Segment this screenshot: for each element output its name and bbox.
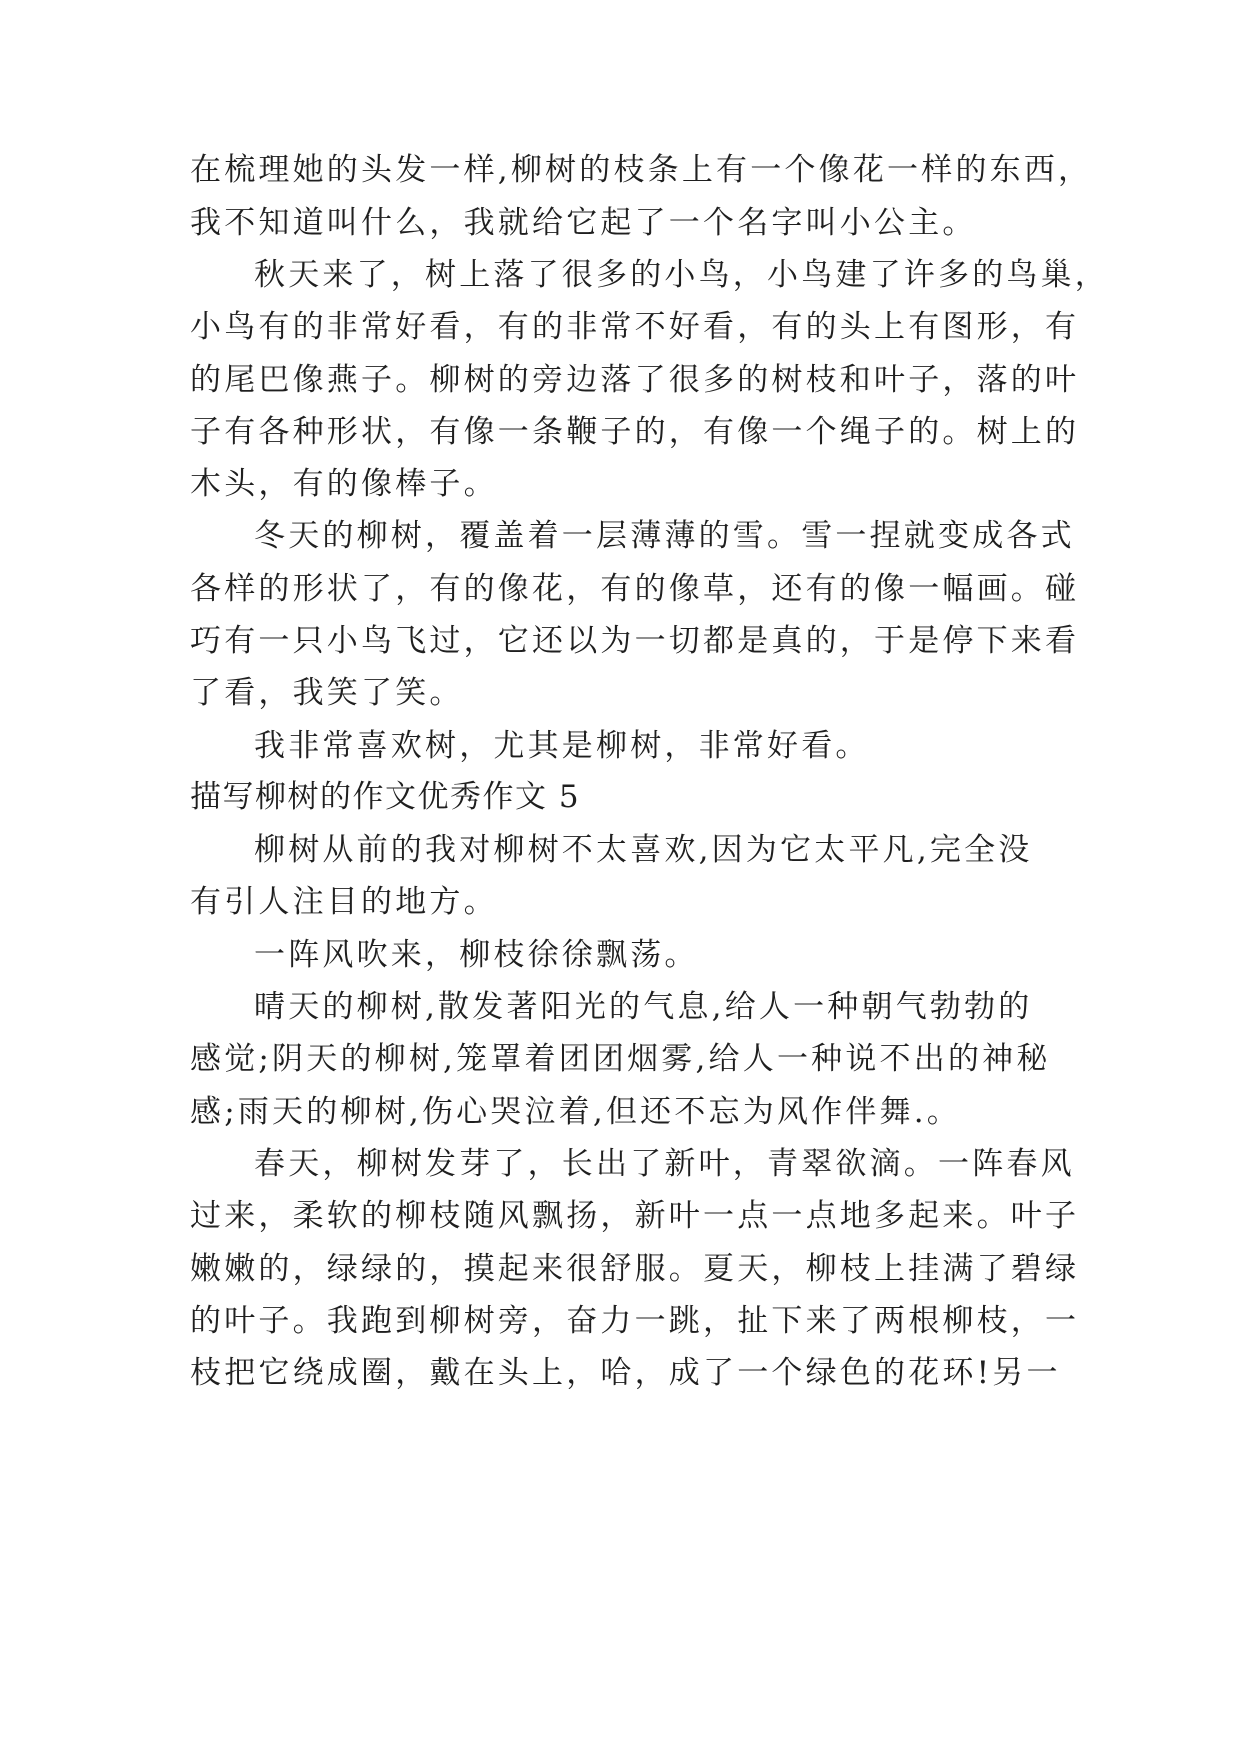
text-line: 的叶子。我跑到柳树旁，奋力一跳，扯下来了两根柳枝，一 [190, 1303, 1080, 1339]
paragraph-start-line: 我非常喜欢树，尤其是柳树，非常好看。 [254, 728, 870, 764]
paragraph-start-line: 一阵风吹来，柳枝徐徐飘荡。 [254, 937, 699, 973]
text-line: 木头，有的像棒子。 [190, 466, 498, 502]
text-line: 枝把它绕成圈，戴在头上，哈，成了一个绿色的花环!另一 [190, 1355, 1061, 1391]
text-line: 有引人注目的地方。 [190, 884, 498, 920]
text-line: 过来，柔软的柳枝随风飘扬，新叶一点一点地多起来。叶子 [190, 1198, 1080, 1234]
text-line: 感;雨天的柳树,伤心哭泣着,但还不忘为风作伴舞.。 [190, 1094, 962, 1130]
paragraph-start-line: 柳树从前的我对柳树不太喜欢,因为它太平凡,完全没 [254, 832, 1033, 868]
text-line: 了看，我笑了笑。 [190, 675, 464, 711]
text-line: 在梳理她的头发一样,柳树的枝条上有一个像花一样的东西， [190, 152, 1093, 188]
text-line: 子有各种形状，有像一条鞭子的，有像一个绳子的。树上的 [190, 414, 1080, 450]
text-line: 巧有一只小鸟飞过，它还以为一切都是真的，于是停下来看 [190, 623, 1080, 659]
text-line: 各样的形状了，有的像花，有的像草，还有的像一幅画。碰 [190, 571, 1080, 607]
paragraph-start-line: 秋天来了，树上落了很多的小鸟，小鸟建了许多的鸟巢， [254, 257, 1109, 293]
text-line: 感觉;阴天的柳树,笼罩着团团烟雾,给人一种说不出的神秘 [190, 1041, 1051, 1077]
text-line: 的尾巴像燕子。柳树的旁边落了很多的树枝和叶子，落的叶 [190, 362, 1080, 398]
text-line: 小鸟有的非常好看，有的非常不好看，有的头上有图形，有 [190, 309, 1080, 345]
text-line: 嫩嫩的，绿绿的，摸起来很舒服。夏天，柳枝上挂满了碧绿 [190, 1251, 1080, 1287]
paragraph-start-line: 春天，柳树发芽了，长出了新叶，青翠欲滴。一阵春风 [254, 1146, 1075, 1182]
paragraph-start-line: 冬天的柳树，覆盖着一层薄薄的雪。雪一捏就变成各式 [254, 518, 1075, 554]
paragraph-start-line: 晴天的柳树,散发著阳光的气息,给人一种朝气勃勃的 [254, 989, 1033, 1025]
section-heading: 描写柳树的作文优秀作文 5 [190, 779, 581, 815]
text-line: 我不知道叫什么，我就给它起了一个名字叫小公主。 [190, 205, 977, 241]
